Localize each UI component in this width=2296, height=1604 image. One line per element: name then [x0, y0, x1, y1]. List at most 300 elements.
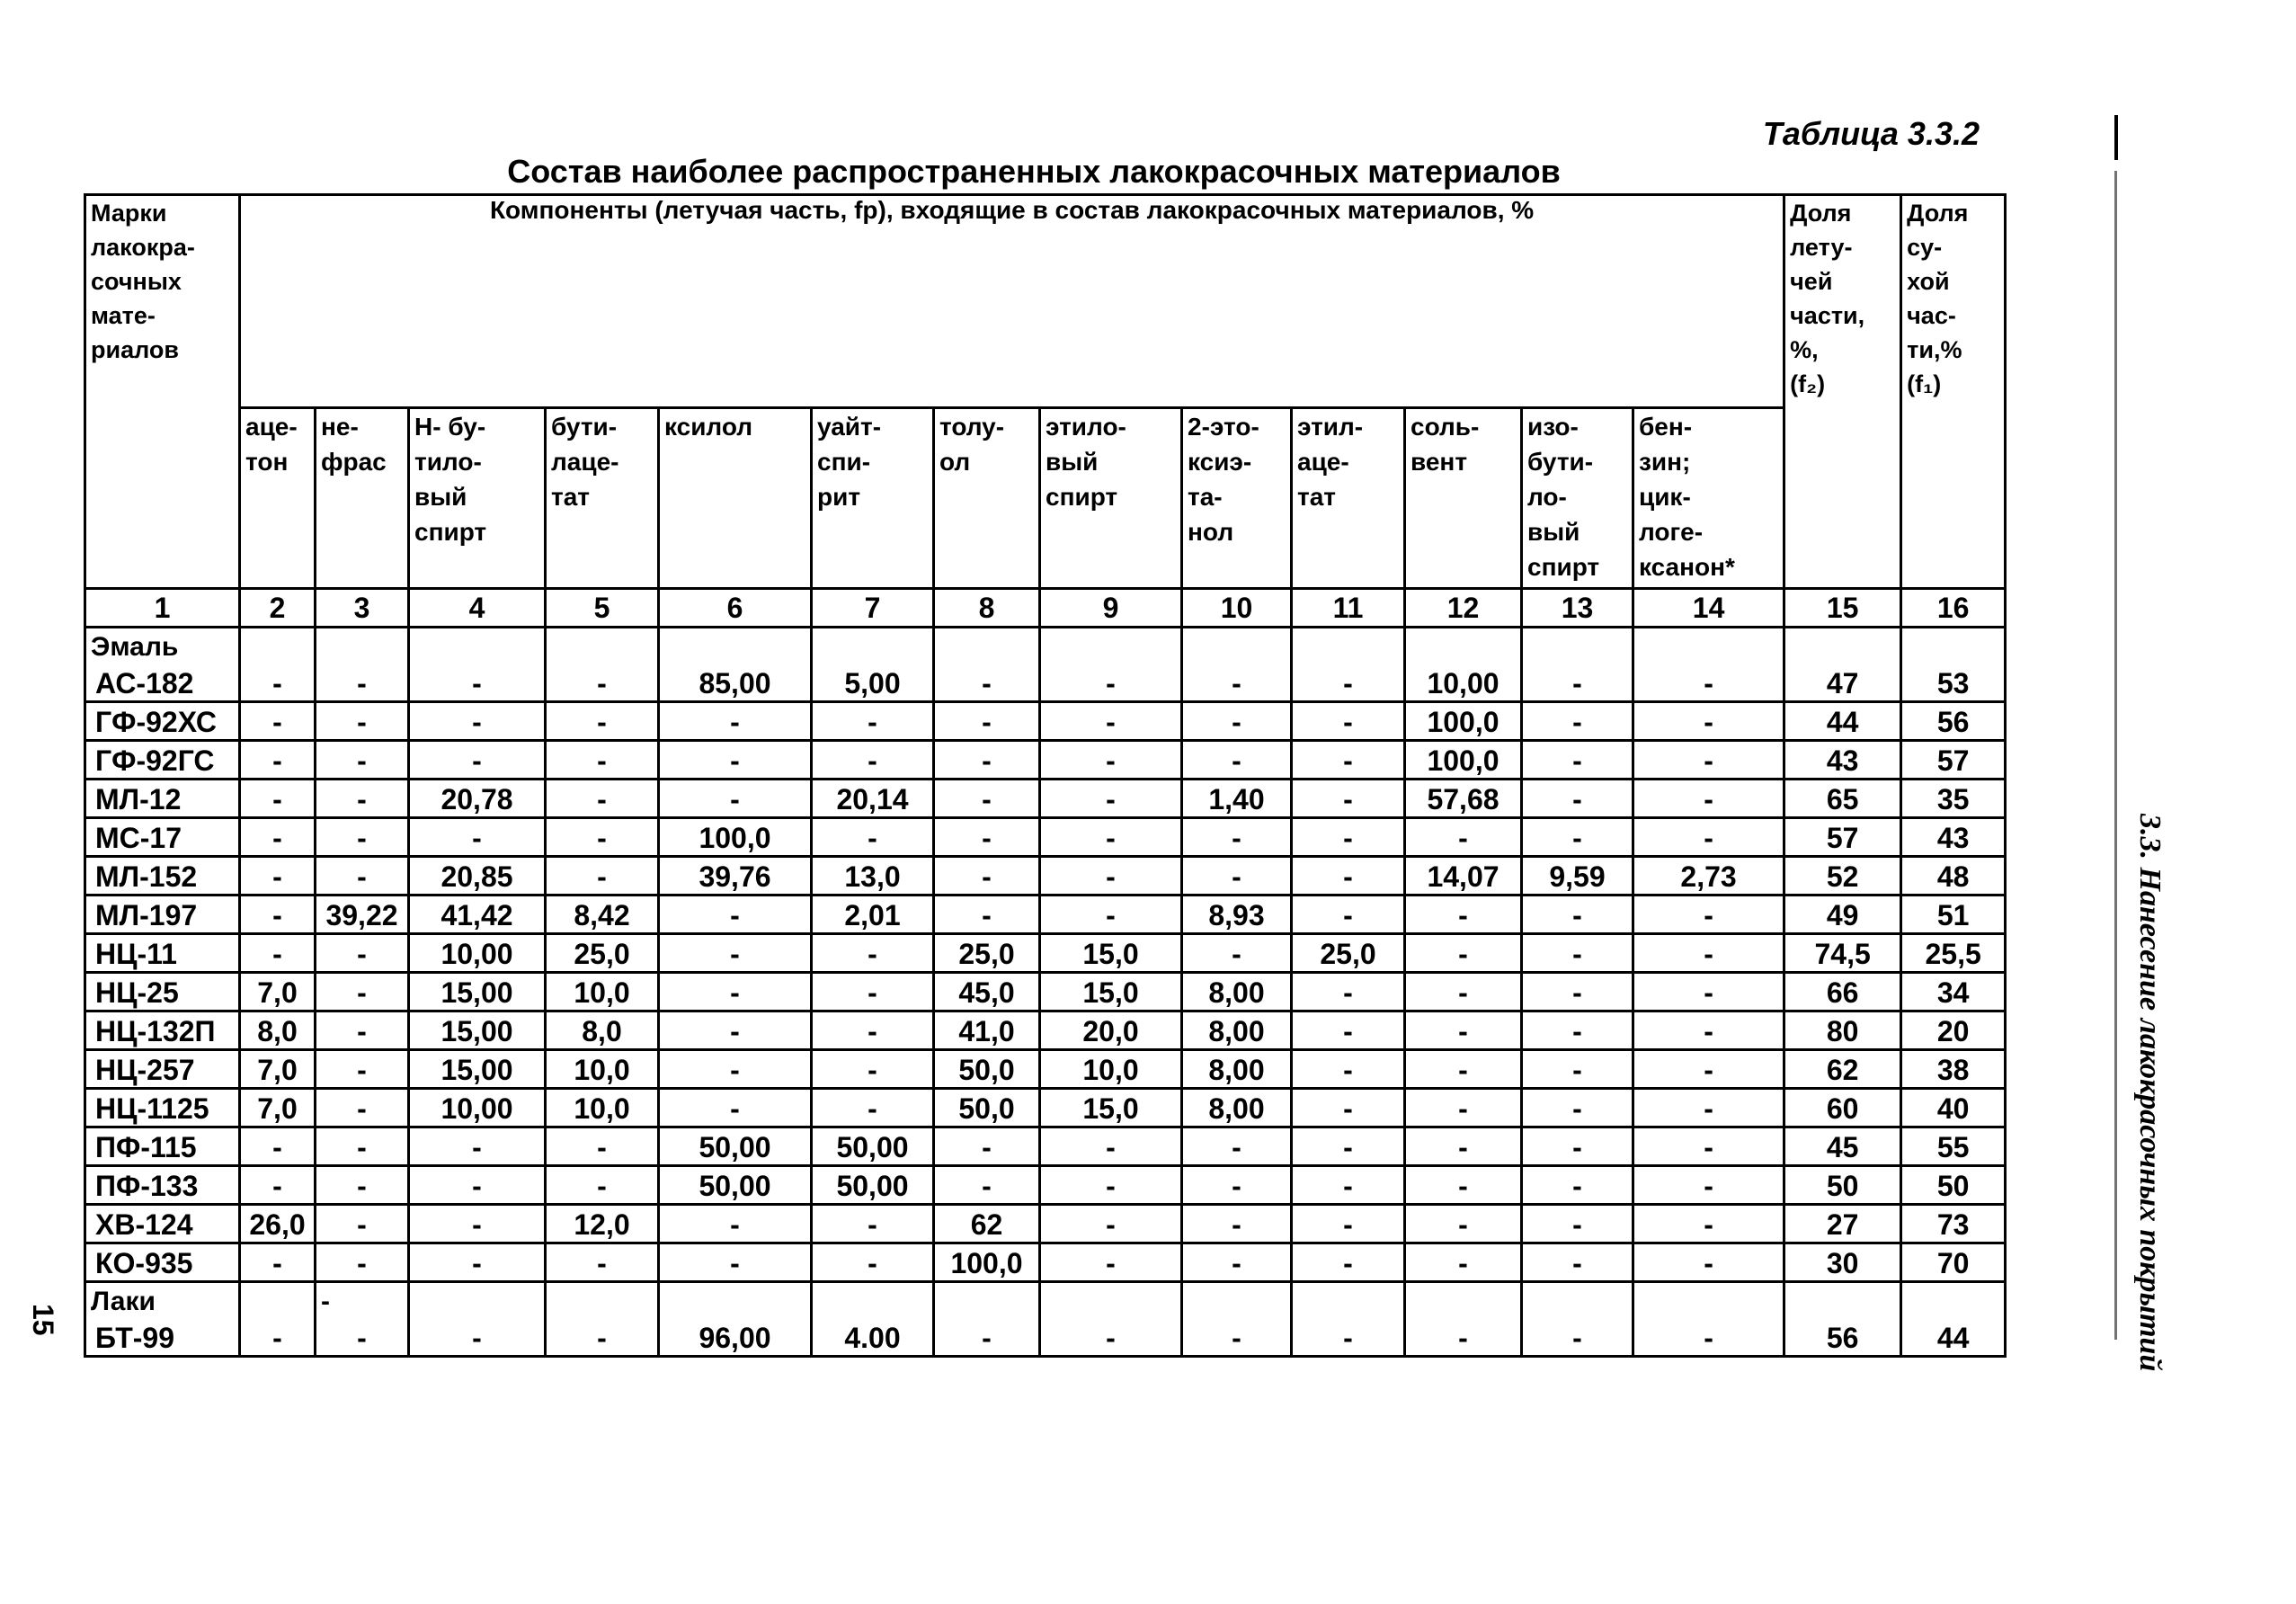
value-cell: 38	[1901, 1050, 2006, 1089]
value-cell: 27	[1784, 1205, 1901, 1243]
group-row	[85, 1282, 2006, 1320]
value-cell: -	[1182, 1205, 1292, 1243]
table-row	[85, 973, 2006, 1011]
value-cell: -	[1633, 741, 1784, 780]
value-cell: 100,0	[934, 1243, 1040, 1282]
value-cell: -	[812, 702, 934, 741]
value-cell: -	[316, 1205, 409, 1243]
value-cell: -	[1182, 1166, 1292, 1205]
value-cell: 50	[1901, 1166, 2006, 1205]
empty-cell	[409, 1282, 546, 1320]
value-cell: -	[1633, 1127, 1784, 1166]
value-cell: -	[1522, 1205, 1633, 1243]
empty-cell	[812, 1282, 934, 1320]
value-cell: -	[1633, 702, 1784, 741]
value-cell: -	[934, 1127, 1040, 1166]
material-brand: НЦ-132П	[85, 1011, 240, 1050]
value-cell: 15,0	[1040, 934, 1182, 973]
group-label: Лаки	[85, 1282, 240, 1320]
table-row	[85, 741, 2006, 780]
value-cell: -	[240, 1166, 316, 1205]
header-solvent: бути- лаце- тат	[546, 408, 659, 589]
value-cell: 56	[1784, 1319, 1901, 1357]
value-cell: 7,0	[240, 973, 316, 1011]
value-cell: 80	[1784, 1011, 1901, 1050]
material-brand: МЛ-152	[85, 857, 240, 896]
value-cell: -	[1522, 973, 1633, 1011]
value-cell: 100,0	[659, 818, 812, 857]
value-cell: -	[409, 1243, 546, 1282]
value-cell: 15,00	[409, 1011, 546, 1050]
section-title: 3.3. Нанесение лакокрасочных покрытий	[2133, 814, 2167, 1372]
column-number: 2	[240, 589, 316, 628]
empty-cell	[1901, 628, 2006, 665]
value-cell: -	[1182, 818, 1292, 857]
material-brand: ПФ-133	[85, 1166, 240, 1205]
table-row	[85, 1050, 2006, 1089]
table-row	[85, 1205, 2006, 1243]
column-number: 12	[1405, 589, 1522, 628]
empty-cell	[1182, 1282, 1292, 1320]
value-cell: 44	[1901, 1319, 2006, 1357]
value-cell: -	[1040, 818, 1182, 857]
value-cell: -	[1292, 1127, 1405, 1166]
margin-rule	[2114, 115, 2118, 160]
value-cell: 100,0	[1405, 741, 1522, 780]
value-cell: -	[1633, 1011, 1784, 1050]
value-cell: -	[1633, 1319, 1784, 1357]
value-cell: -	[934, 818, 1040, 857]
value-cell: -	[546, 1127, 659, 1166]
table-row	[85, 818, 2006, 857]
value-cell: 30	[1784, 1243, 1901, 1282]
value-cell: -	[1182, 741, 1292, 780]
value-cell: -	[1040, 741, 1182, 780]
value-cell: -	[934, 702, 1040, 741]
value-cell: -	[659, 1089, 812, 1127]
header-solvent: изо- бути- ло- вый спирт	[1522, 408, 1633, 589]
value-cell: -	[240, 1319, 316, 1357]
header-solvent: этило- вый спирт	[1040, 408, 1182, 589]
value-cell: -	[1405, 1166, 1522, 1205]
value-cell: 50,0	[934, 1050, 1040, 1089]
column-number: 8	[934, 589, 1040, 628]
value-cell: -	[316, 702, 409, 741]
value-cell: 13,0	[812, 857, 934, 896]
value-cell: 39,22	[316, 896, 409, 934]
value-cell: -	[409, 702, 546, 741]
empty-cell	[546, 628, 659, 665]
empty-cell	[1182, 628, 1292, 665]
value-cell: -	[240, 857, 316, 896]
material-brand: МЛ-12	[85, 780, 240, 818]
value-cell: -	[1405, 1127, 1522, 1166]
value-cell: -	[546, 664, 659, 702]
value-cell: -	[1633, 1089, 1784, 1127]
value-cell: -	[659, 1050, 812, 1089]
value-cell: 15,00	[409, 973, 546, 1011]
material-brand: ПФ-115	[85, 1127, 240, 1166]
empty-cell	[240, 1282, 316, 1320]
empty-cell	[1633, 1282, 1784, 1320]
value-cell: 41,42	[409, 896, 546, 934]
value-cell: -	[1633, 818, 1784, 857]
value-cell: -	[316, 1127, 409, 1166]
value-cell: 70	[1901, 1243, 2006, 1282]
table-row	[85, 1089, 2006, 1127]
value-cell: -	[659, 1205, 812, 1243]
value-cell: -	[546, 1166, 659, 1205]
value-cell: 4.00	[812, 1319, 934, 1357]
table-row	[85, 1319, 2006, 1357]
value-cell: 50,00	[659, 1166, 812, 1205]
material-brand: БТ-99	[85, 1319, 240, 1357]
value-cell: -	[1522, 664, 1633, 702]
value-cell: -	[1522, 818, 1633, 857]
value-cell: -	[546, 702, 659, 741]
empty-cell	[546, 1282, 659, 1320]
value-cell: -	[316, 1243, 409, 1282]
value-cell: 8,00	[1182, 1011, 1292, 1050]
value-cell: -	[1292, 857, 1405, 896]
value-cell: -	[934, 896, 1040, 934]
material-brand: КО-935	[85, 1243, 240, 1282]
value-cell: -	[1292, 973, 1405, 1011]
value-cell: 96,00	[659, 1319, 812, 1357]
value-cell: 8,93	[1182, 896, 1292, 934]
value-cell: -	[1040, 1319, 1182, 1357]
column-number: 10	[1182, 589, 1292, 628]
value-cell: -	[1405, 896, 1522, 934]
header-solvent: не- фрас	[316, 408, 409, 589]
empty-cell	[659, 1282, 812, 1320]
column-number: 13	[1522, 589, 1633, 628]
value-cell: -	[1182, 702, 1292, 741]
value-cell: -	[240, 702, 316, 741]
value-cell: -	[409, 741, 546, 780]
value-cell: 8,0	[546, 1011, 659, 1050]
value-cell: -	[1405, 1243, 1522, 1282]
value-cell: -	[1522, 1127, 1633, 1166]
value-cell: -	[1633, 664, 1784, 702]
value-cell: -	[934, 780, 1040, 818]
value-cell: 100,0	[1405, 702, 1522, 741]
header-solvent: 2-это- ксиэ- та- нол	[1182, 408, 1292, 589]
table-caption: Таблица 3.3.2	[1762, 115, 1980, 152]
value-cell: 34	[1901, 973, 2006, 1011]
value-cell: -	[1522, 934, 1633, 973]
value-cell: 47	[1784, 664, 1901, 702]
column-number: 16	[1901, 589, 2006, 628]
value-cell: 50	[1784, 1166, 1901, 1205]
page-number: 15	[27, 1304, 59, 1336]
value-cell: 49	[1784, 896, 1901, 934]
value-cell: -	[409, 1205, 546, 1243]
value-cell: 85,00	[659, 664, 812, 702]
empty-cell	[1040, 1282, 1182, 1320]
header-volatile-share: Доля лету- чей части, %, (f₂)	[1784, 195, 1901, 589]
header-solvent: соль- вент	[1405, 408, 1522, 589]
value-cell: -	[1522, 1050, 1633, 1089]
value-cell: 15,00	[409, 1050, 546, 1089]
empty-cell	[934, 1282, 1040, 1320]
value-cell: 60	[1784, 1089, 1901, 1127]
value-cell: -	[1522, 741, 1633, 780]
value-cell: -	[240, 818, 316, 857]
value-cell: -	[812, 1011, 934, 1050]
value-cell: -	[409, 664, 546, 702]
value-cell: -	[1292, 741, 1405, 780]
column-number: 14	[1633, 589, 1784, 628]
value-cell: -	[1633, 1205, 1784, 1243]
value-cell: -	[934, 741, 1040, 780]
value-cell: 25,0	[1292, 934, 1405, 973]
value-cell: 57,68	[1405, 780, 1522, 818]
header-solvent: толу- ол	[934, 408, 1040, 589]
table-row	[85, 857, 2006, 896]
value-cell: -	[1040, 702, 1182, 741]
table-row	[85, 1127, 2006, 1166]
value-cell: 74,5	[1784, 934, 1901, 973]
value-cell: -	[1182, 1319, 1292, 1357]
value-cell: 73	[1901, 1205, 2006, 1243]
material-brand: МЛ-197	[85, 896, 240, 934]
column-number: 3	[316, 589, 409, 628]
value-cell: -	[659, 1011, 812, 1050]
value-cell: -	[934, 664, 1040, 702]
value-cell: 7,0	[240, 1089, 316, 1127]
value-cell: -	[546, 780, 659, 818]
column-number: 15	[1784, 589, 1901, 628]
value-cell: -	[1522, 780, 1633, 818]
value-cell: -	[1292, 780, 1405, 818]
value-cell: -	[316, 973, 409, 1011]
value-cell: -	[316, 1319, 409, 1357]
value-cell: 44	[1784, 702, 1901, 741]
header-dry-share: Доля су- хой час- ти,% (f₁)	[1901, 195, 2006, 589]
value-cell: -	[1522, 702, 1633, 741]
empty-cell	[1522, 628, 1633, 665]
value-cell: -	[1182, 664, 1292, 702]
table-title: Состав наиболее распространенных лакокрасочных материалов	[507, 153, 1561, 190]
value-cell: -	[1040, 1205, 1182, 1243]
value-cell: -	[316, 664, 409, 702]
value-cell: 10,00	[409, 934, 546, 973]
value-cell: -	[1040, 780, 1182, 818]
value-cell: -	[1522, 896, 1633, 934]
value-cell: -	[1040, 664, 1182, 702]
value-cell: -	[546, 818, 659, 857]
value-cell: -	[1405, 1089, 1522, 1127]
value-cell: 52	[1784, 857, 1901, 896]
value-cell: -	[812, 1205, 934, 1243]
value-cell: 55	[1901, 1127, 2006, 1166]
header-solvent: ксилол	[659, 408, 812, 589]
value-cell: 25,0	[546, 934, 659, 973]
column-number: 5	[546, 589, 659, 628]
value-cell: -	[1292, 1011, 1405, 1050]
value-cell: 12,0	[546, 1205, 659, 1243]
value-cell: 2,01	[812, 896, 934, 934]
value-cell: -	[1292, 664, 1405, 702]
value-cell: 25,0	[934, 934, 1040, 973]
value-cell: 35	[1901, 780, 2006, 818]
value-cell: 66	[1784, 973, 1901, 1011]
value-cell: -	[546, 857, 659, 896]
empty-cell	[1522, 1282, 1633, 1320]
value-cell: -	[1633, 1166, 1784, 1205]
value-cell: -	[316, 1050, 409, 1089]
value-cell: -	[316, 780, 409, 818]
value-cell: -	[1292, 1050, 1405, 1089]
empty-cell	[240, 628, 316, 665]
value-cell: -	[1040, 857, 1182, 896]
value-cell: -	[659, 896, 812, 934]
value-cell: 50,00	[812, 1127, 934, 1166]
composition-table	[84, 193, 2007, 1358]
value-cell: 50,0	[934, 1089, 1040, 1127]
value-cell: -	[1405, 1319, 1522, 1357]
value-cell: -	[1633, 973, 1784, 1011]
column-number: 11	[1292, 589, 1405, 628]
value-cell: 50,00	[812, 1166, 934, 1205]
material-brand: НЦ-1125	[85, 1089, 240, 1127]
value-cell: -	[1182, 857, 1292, 896]
value-cell: -	[1522, 1243, 1633, 1282]
group-label: Эмаль	[85, 628, 240, 665]
group-row	[85, 628, 2006, 665]
value-cell: -	[1292, 896, 1405, 934]
value-cell: -	[812, 973, 934, 1011]
value-cell: 53	[1901, 664, 2006, 702]
value-cell: -	[316, 857, 409, 896]
value-cell: 8,42	[546, 896, 659, 934]
value-cell: -	[316, 1166, 409, 1205]
value-cell: -	[240, 664, 316, 702]
value-cell: -	[1040, 896, 1182, 934]
value-cell: -	[316, 1011, 409, 1050]
value-cell: 15,0	[1040, 1089, 1182, 1127]
value-cell: -	[1040, 1166, 1182, 1205]
value-cell: -	[316, 741, 409, 780]
column-number: 4	[409, 589, 546, 628]
value-cell: -	[1040, 1243, 1182, 1282]
value-cell: 8,00	[1182, 1050, 1292, 1089]
value-cell: -	[659, 741, 812, 780]
table-row	[85, 896, 2006, 934]
empty-cell	[659, 628, 812, 665]
material-brand: НЦ-257	[85, 1050, 240, 1089]
value-cell: -	[934, 1319, 1040, 1357]
value-cell: 45,0	[934, 973, 1040, 1011]
value-cell: 9,59	[1522, 857, 1633, 896]
margin-rule	[2114, 171, 2117, 1340]
value-cell: -	[1633, 1050, 1784, 1089]
column-number: 1	[85, 589, 240, 628]
value-cell: -	[240, 1127, 316, 1166]
empty-cell	[1633, 628, 1784, 665]
value-cell: -	[409, 818, 546, 857]
value-cell: -	[1522, 1011, 1633, 1050]
value-cell: -	[1522, 1319, 1633, 1357]
material-brand: ГФ-92ГС	[85, 741, 240, 780]
value-cell: 57	[1901, 741, 2006, 780]
value-cell: 20,85	[409, 857, 546, 896]
empty-cell	[934, 628, 1040, 665]
value-cell: -	[546, 1243, 659, 1282]
value-cell: -	[659, 973, 812, 1011]
value-cell: -	[659, 934, 812, 973]
value-cell: 41,0	[934, 1011, 1040, 1050]
table-row	[85, 1243, 2006, 1282]
value-cell: 7,0	[240, 1050, 316, 1089]
column-numbers-row	[85, 589, 2006, 628]
empty-cell	[1292, 628, 1405, 665]
value-cell: 25,5	[1901, 934, 2006, 973]
value-cell: -	[659, 780, 812, 818]
value-cell: -	[1522, 1166, 1633, 1205]
value-cell: 20,78	[409, 780, 546, 818]
value-cell: -	[812, 1243, 934, 1282]
empty-cell	[1405, 628, 1522, 665]
column-number: 9	[1040, 589, 1182, 628]
value-cell: -	[409, 1319, 546, 1357]
value-cell: 10,0	[546, 1050, 659, 1089]
value-cell: 39,76	[659, 857, 812, 896]
material-brand: МС-17	[85, 818, 240, 857]
value-cell: -	[1292, 1166, 1405, 1205]
value-cell: -	[659, 702, 812, 741]
value-cell: -	[240, 896, 316, 934]
value-cell: 10,00	[1405, 664, 1522, 702]
empty-cell	[1901, 1282, 2006, 1320]
value-cell: -	[812, 934, 934, 973]
value-cell: 5,00	[812, 664, 934, 702]
value-cell: -	[812, 818, 934, 857]
header-components: Компоненты (летучая часть, fр), входящие в состав лакокрасочных материалов, %	[240, 195, 1784, 408]
value-cell: -	[1292, 1089, 1405, 1127]
value-cell: 62	[1784, 1050, 1901, 1089]
value-cell: -	[316, 934, 409, 973]
value-cell: -	[1405, 1205, 1522, 1243]
table-row	[85, 780, 2006, 818]
material-brand: ГФ-92ХС	[85, 702, 240, 741]
material-brand: ХВ-124	[85, 1205, 240, 1243]
empty-cell	[1040, 628, 1182, 665]
value-cell: -	[1405, 818, 1522, 857]
value-cell: -	[1633, 780, 1784, 818]
header-brands: Марки лакокра- сочных мате- риалов	[85, 195, 240, 589]
value-cell: -	[812, 741, 934, 780]
value-cell: -	[1182, 934, 1292, 973]
value-cell: 20	[1901, 1011, 2006, 1050]
empty-cell: -	[316, 1282, 409, 1320]
value-cell: -	[240, 780, 316, 818]
value-cell: 62	[934, 1205, 1040, 1243]
value-cell: -	[1633, 1243, 1784, 1282]
value-cell: 15,0	[1040, 973, 1182, 1011]
value-cell: -	[1182, 1243, 1292, 1282]
value-cell: 45	[1784, 1127, 1901, 1166]
empty-cell	[1405, 1282, 1522, 1320]
value-cell: -	[1405, 934, 1522, 973]
column-number: 7	[812, 589, 934, 628]
value-cell: 20,14	[812, 780, 934, 818]
value-cell: 20,0	[1040, 1011, 1182, 1050]
value-cell: 10,0	[546, 1089, 659, 1127]
value-cell: 43	[1784, 741, 1901, 780]
value-cell: 10,0	[1040, 1050, 1182, 1089]
